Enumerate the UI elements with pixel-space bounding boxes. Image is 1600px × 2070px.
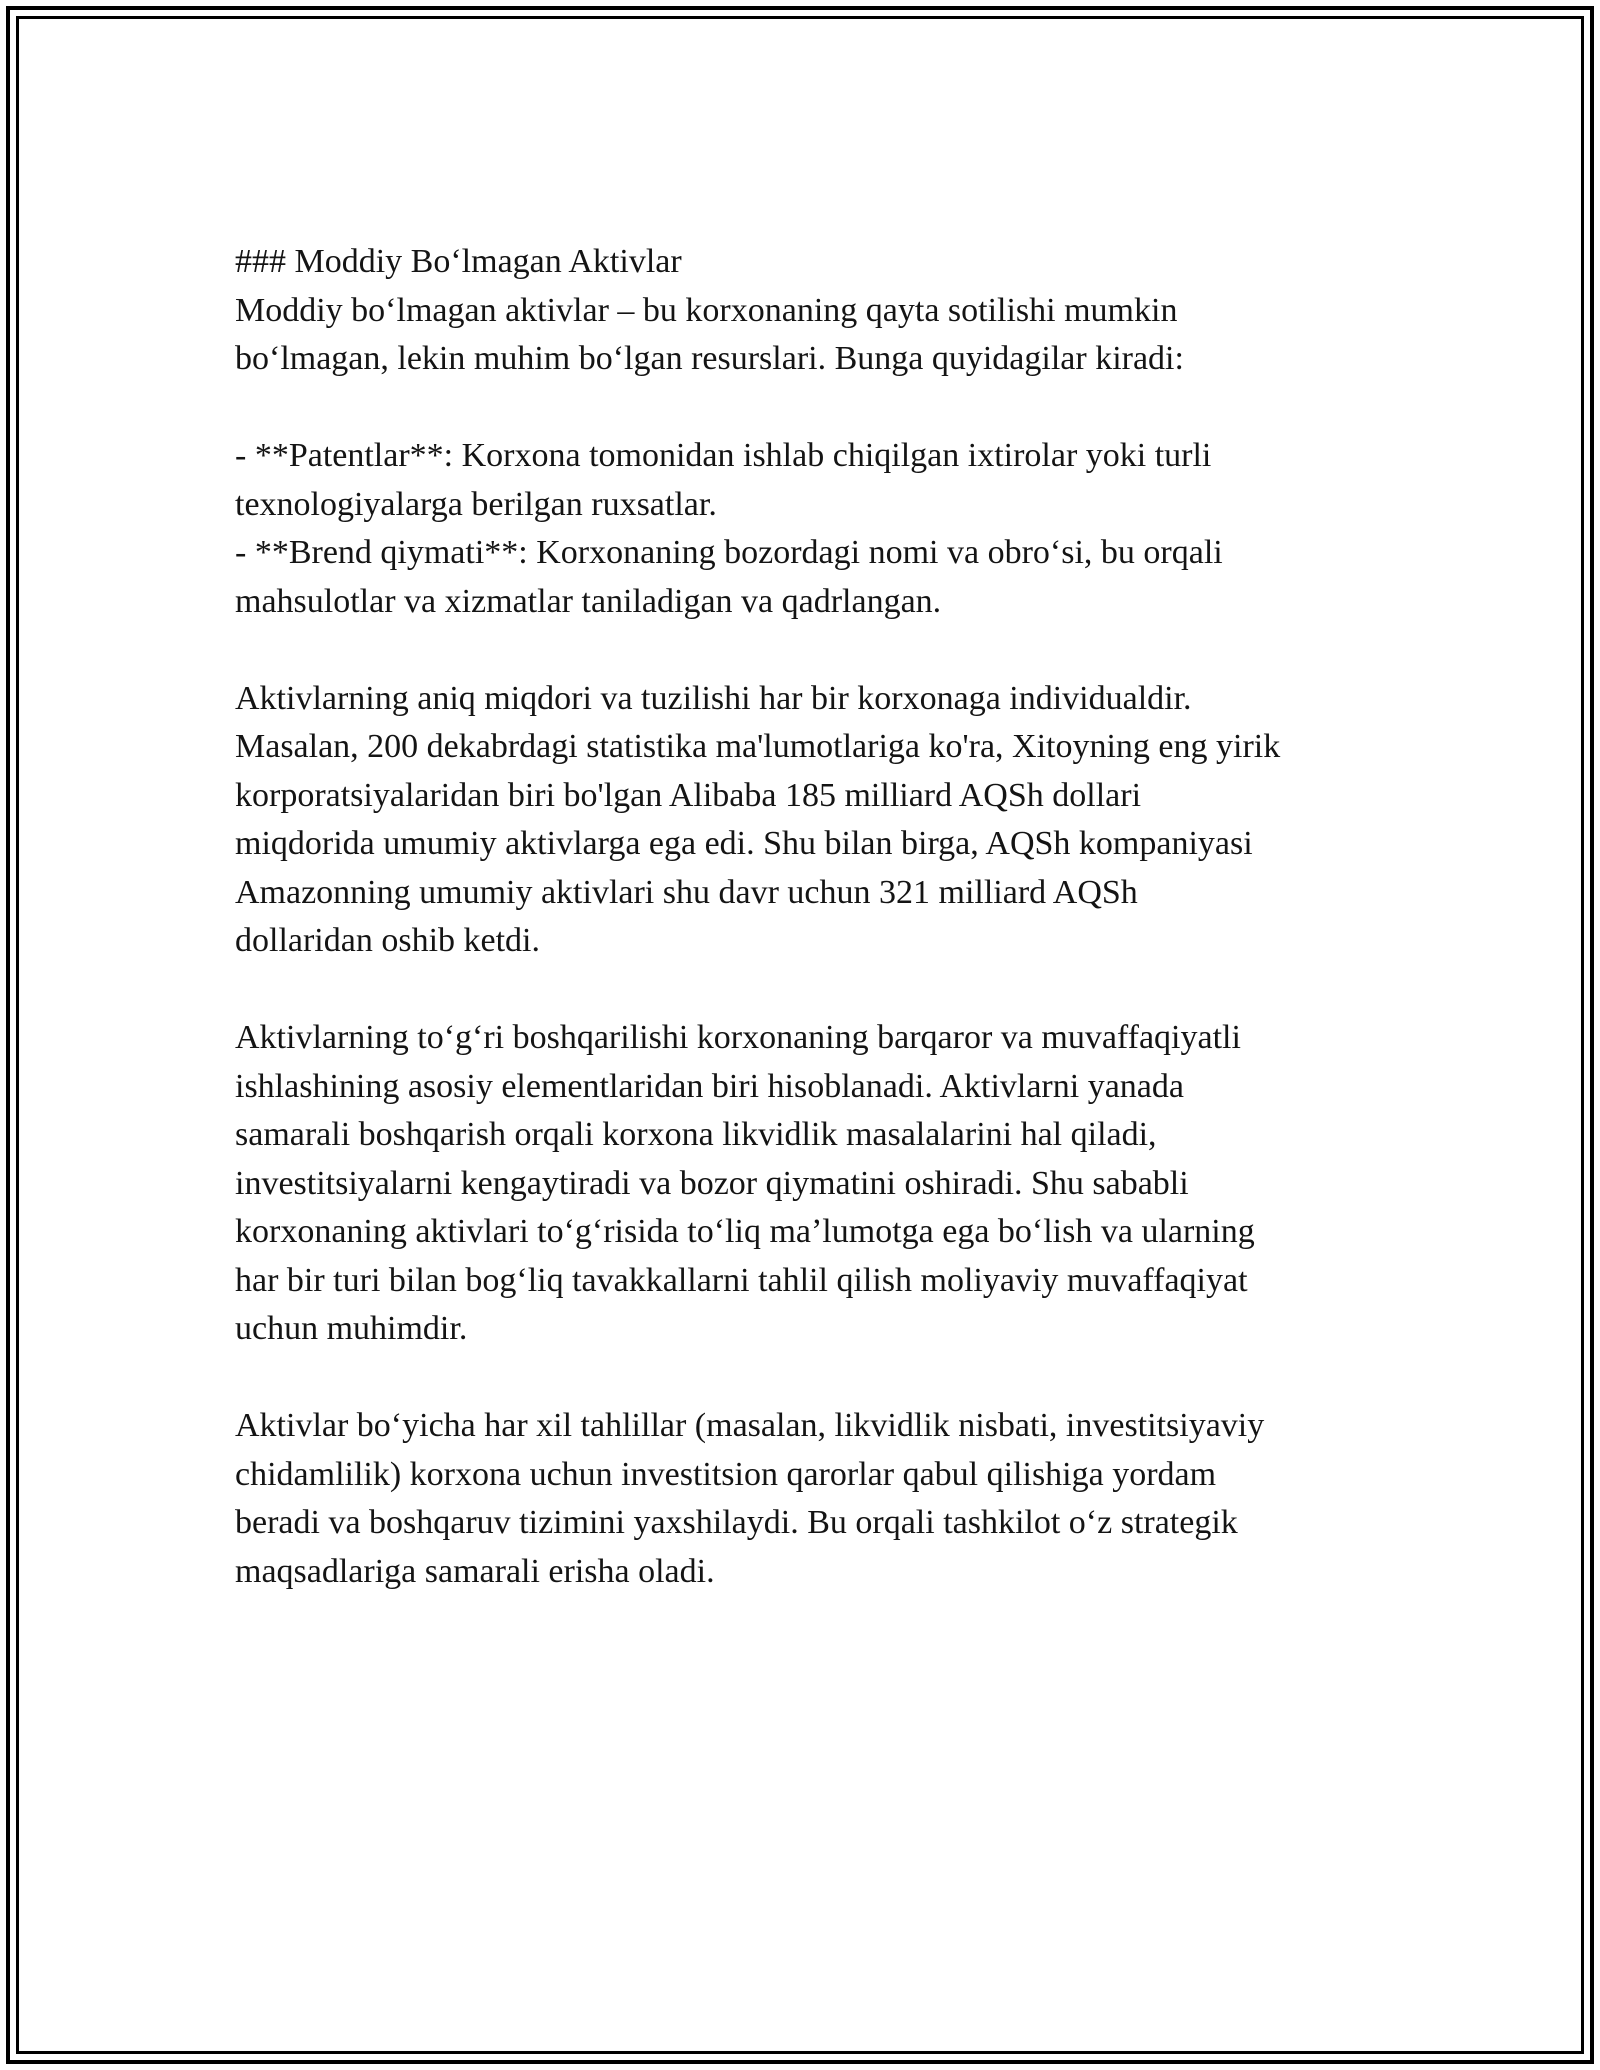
text-line: chidamlilik) korxona uchun investitsion qarorlar qabul qilishiga yordam: [235, 1455, 1217, 1493]
list-item-brand-value: - **Brend qiymati**: Korxonaning bozordagi nomi va obroʻsi, bu orqali: [235, 534, 1223, 571]
text-line: Amazonning umumiy aktivlari shu davr uchun 321 milliard AQSh: [235, 873, 1138, 911]
intro-paragraph: [235, 287, 1415, 384]
list-item-patents: - **Patentlar**: Korxona tomonidan ishlab chiqilgan ixtirolar yoki turli: [235, 437, 1212, 474]
text-line: boʻlmagan, lekin muhim boʻlgan resurslari. Bunga quyidagilar kiradi:: [235, 340, 1184, 377]
text-line: Aktivlarning aniq miqdori va tuzilishi har bir korxonaga individualdir.: [235, 679, 1192, 717]
document-body: [235, 238, 1415, 1596]
paragraph-spacer: [235, 966, 1415, 1015]
paragraph-asset-management: [235, 1014, 1415, 1354]
section-heading: ### Moddiy Boʻlmagan Aktivlar: [235, 243, 682, 280]
text-line: maqsadlariga samarali erisha oladi.: [235, 1552, 715, 1590]
list-item-patents-cont: texnologiyalarga berilgan ruxsatlar.: [235, 485, 717, 523]
text-line: Aktivlarning toʻgʻri boshqarilishi korxonaning barqaror va muvaffaqiyatli: [235, 1019, 1241, 1056]
list-item-brand-value-cont: mahsulotlar va xizmatlar taniladigan va qadrlangan.: [235, 582, 942, 620]
paragraph-spacer: [235, 1354, 1415, 1403]
text-line: Aktivlar boʻyicha har xil tahlillar (masalan, likvidlik nisbati, investitsiyaviy: [235, 1407, 1265, 1444]
text-line: har bir turi bilan bogʻliq tavakkallarni tahlil qilish moliyaviy muvaffaqiyat: [235, 1261, 1248, 1299]
text-line: Moddiy boʻlmagan aktivlar – bu korxonaning qayta sotilishi mumkin: [235, 291, 1178, 329]
bullet-list: [235, 432, 1415, 626]
paragraph-spacer: [235, 384, 1415, 433]
text-line: uchun muhimdir.: [235, 1310, 468, 1347]
paragraph-asset-analysis: [235, 1402, 1415, 1596]
text-line: korporatsiyalaridan biri bo'lgan Alibaba 185 milliard AQSh dollari: [235, 776, 1142, 814]
text-line: beradi va boshqaruv tizimini yaxshilaydi. Bu orqali tashkilot oʻz strategik: [235, 1504, 1238, 1541]
text-line: investitsiyalarni kengaytiradi va bozor qiymatini oshiradi. Shu sababli: [235, 1164, 1189, 1202]
text-line: ishlashining asosiy elementlaridan biri hisoblanadi. Aktivlarni yanada: [235, 1067, 1184, 1105]
paragraph-spacer: [235, 626, 1415, 675]
text-line: miqdorida umumiy aktivlarga ega edi. Shu bilan birga, AQSh kompaniyasi: [235, 825, 1253, 862]
text-line: korxonaning aktivlari toʻgʻrisida toʻliq maʼlumotga ega boʻlish va ularning: [235, 1213, 1255, 1250]
paragraph-asset-amounts: [235, 675, 1415, 966]
text-line: dollaridan oshib ketdi.: [235, 922, 541, 959]
text-line: Masalan, 200 dekabrdagi statistika ma'lumotlariga ko'ra, Xitoyning eng yirik: [235, 728, 1281, 765]
text-line: samarali boshqarish orqali korxona likvidlik masalalarini hal qiladi,: [235, 1116, 1157, 1153]
